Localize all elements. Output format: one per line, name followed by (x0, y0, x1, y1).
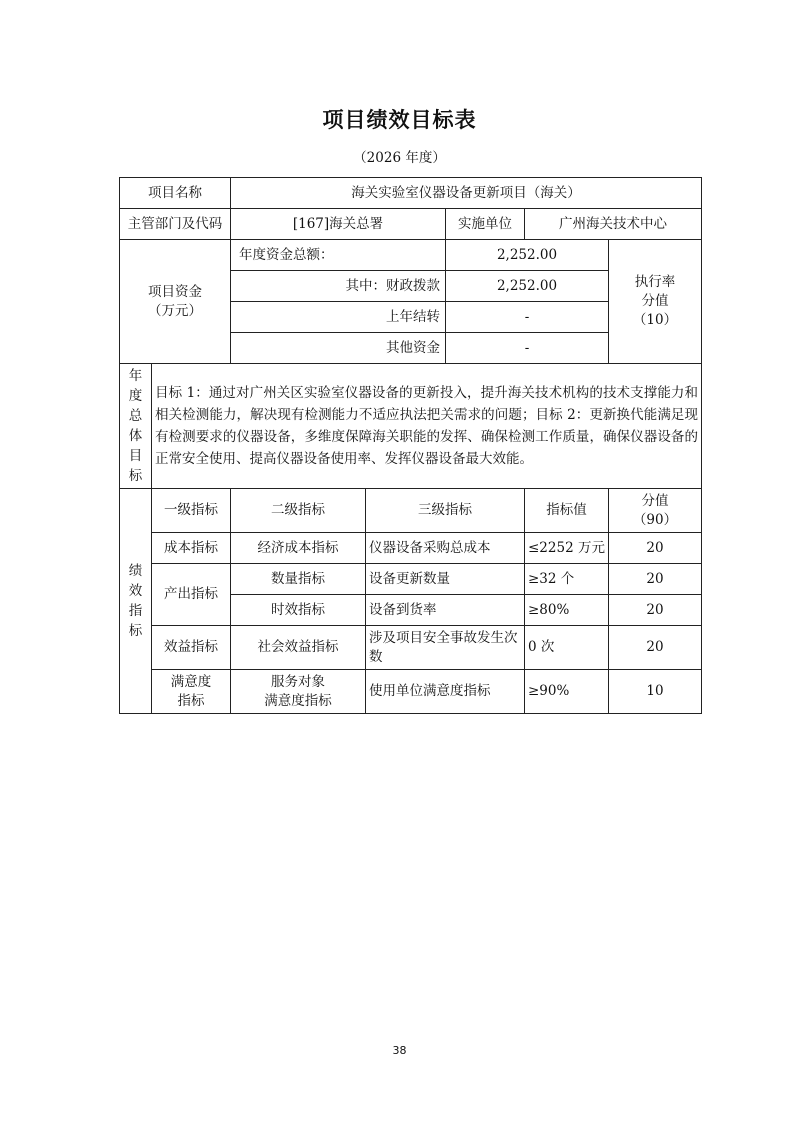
quantity-score: 20 (609, 564, 702, 595)
unit-label: 实施单位 (446, 209, 525, 240)
fund-row-value: 2,252.00 (446, 240, 609, 271)
unit-value: 广州海关技术中心 (525, 209, 702, 240)
fund-row-value: - (446, 333, 609, 364)
cost-value: ≤2252 万元 (525, 533, 609, 564)
fund-row-label: 上年结转 (231, 302, 446, 333)
fund-row-label: 其他资金 (231, 333, 446, 364)
execution-rate-score (609, 240, 702, 364)
header-score: 分值 （90） (609, 489, 702, 533)
fund-row-value: 2,252.00 (446, 271, 609, 302)
output-level1: 产出指标 (152, 564, 231, 626)
fund-row-label: 其中：财政拨款 (231, 271, 446, 302)
benefit-level1: 效益指标 (152, 626, 231, 670)
benefit-score: 20 (609, 626, 702, 670)
time-score: 20 (609, 595, 702, 626)
quantity-level2: 数量指标 (231, 564, 366, 595)
benefit-value: 0 次 (525, 626, 609, 670)
benefit-level3: 涉及项目安全事故发生次数 (366, 626, 525, 670)
quantity-value: ≥32 个 (525, 564, 609, 595)
benefit-level2: 社会效益指标 (231, 626, 366, 670)
dept-label: 主管部门及代码 (120, 209, 231, 240)
fund-row-value: - (446, 302, 609, 333)
annual-goals-label: 年 度 总 体 目 标 (120, 364, 152, 489)
annual-goals-text: 目标 1：通过对广州关区实验室仪器设备的更新投入，提升海关技术机构的技术支撑能力和相关检测能力，解决现有检测能力不适应执法把关需求的问题；目标 2：更新换代能满足现有检测要求的仪器设备，多维度保障海关职能的发挥、确保检测工作质量，确保仪器设备的正常安全使用、提高仪器设备使用率、发挥仪器设备最大效能。 (152, 364, 702, 489)
project-name-label: 项目名称 (120, 178, 231, 209)
performance-target-table (119, 177, 702, 714)
cost-level1: 成本指标 (152, 533, 231, 564)
header-level3: 三级指标 (366, 489, 525, 533)
header-level2: 二级指标 (231, 489, 366, 533)
satisfaction-level3: 使用单位满意度指标 (366, 670, 525, 714)
time-level3: 设备到货率 (366, 595, 525, 626)
header-level1: 一级指标 (152, 489, 231, 533)
time-value: ≥80% (525, 595, 609, 626)
time-level2: 时效指标 (231, 595, 366, 626)
cost-score: 20 (609, 533, 702, 564)
table-row (120, 533, 702, 564)
header-value: 指标值 (525, 489, 609, 533)
quantity-level3: 设备更新数量 (366, 564, 525, 595)
performance-indicators-label: 绩 效 指 标 (120, 489, 152, 714)
table-row (120, 564, 702, 595)
page-number: 38 (392, 1044, 407, 1057)
table-row (120, 626, 702, 670)
cost-level3: 仪器设备采购总成本 (366, 533, 525, 564)
dept-value: [167]海关总署 (231, 209, 446, 240)
funds-label (120, 240, 231, 364)
fund-row-label: 年度资金总额： (231, 240, 446, 271)
execution-rate-line2: 分值 (641, 293, 669, 309)
execution-rate-line3: （10） (632, 312, 678, 328)
satisfaction-score: 10 (609, 670, 702, 714)
satisfaction-level2: 服务对象 满意度指标 (231, 670, 366, 714)
funds-label-line2: （万元） (148, 302, 202, 319)
funds-label-line1: 项目资金 (148, 283, 202, 300)
year-subtitle: （2026 年度） (353, 150, 446, 166)
execution-rate-line1: 执行率 (634, 274, 676, 290)
satisfaction-value: ≥90% (525, 670, 609, 714)
cost-level2: 经济成本指标 (231, 533, 366, 564)
satisfaction-level1: 满意度 指标 (152, 670, 231, 714)
table-row (120, 670, 702, 714)
page-title: 项目绩效目标表 (322, 108, 477, 132)
project-name-value: 海关实验室仪器设备更新项目（海关） (231, 178, 702, 209)
